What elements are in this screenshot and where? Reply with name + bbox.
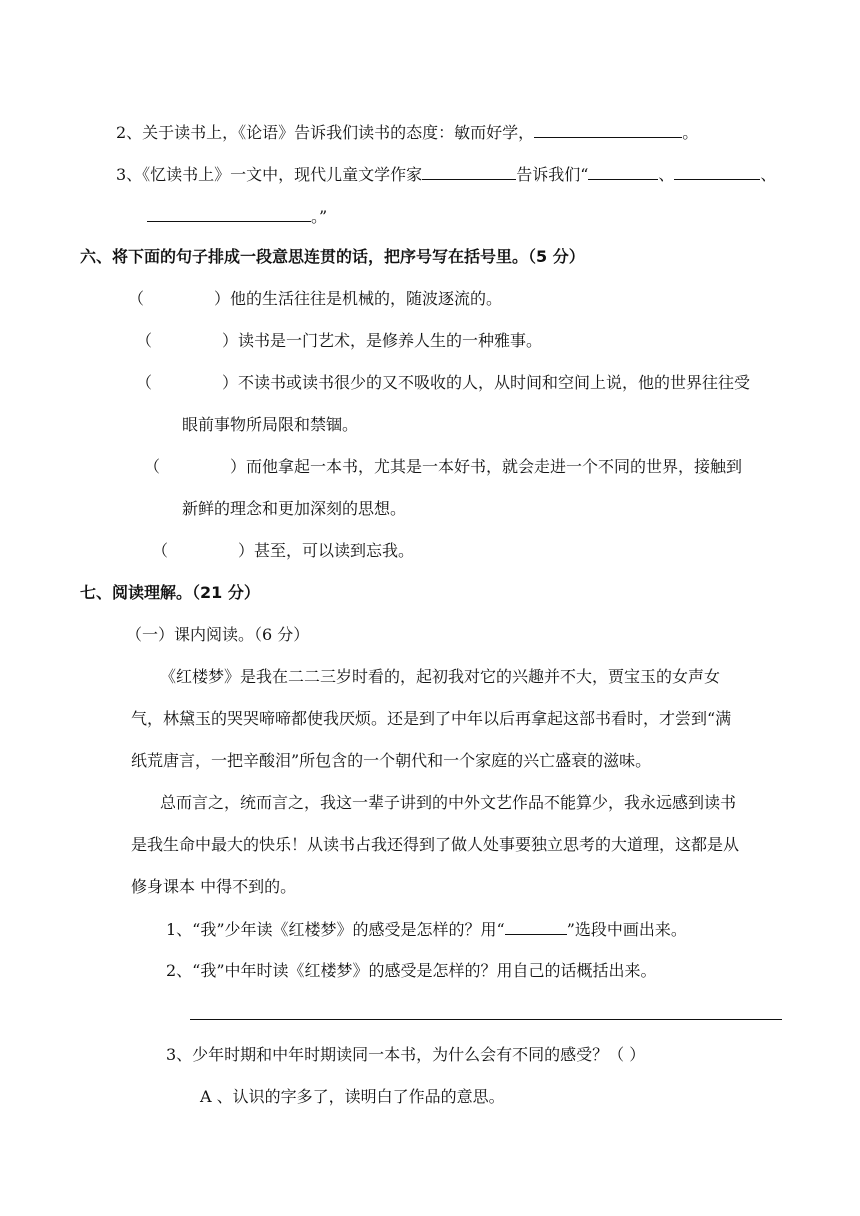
answer-line[interactable] [190, 1019, 782, 1020]
answer-paren[interactable]: （ [136, 373, 153, 392]
answer-blank[interactable] [674, 163, 760, 180]
answer-paren[interactable]: （ [136, 331, 153, 350]
reading-question-2: 2、“我”中年时读《红楼梦》的感受是怎样的？用自己的话概括出来。 [166, 961, 657, 980]
section-6-heading: 六、将下面的句子排成一段意思连贯的话，把序号写在括号里。（5 分） [80, 247, 585, 266]
passage-line: 纸荒唐言，一把辛酸泪”所包含的一个朝代和一个家庭的兴亡盛衰的滋味。 [131, 751, 652, 770]
answer-paren[interactable]: （ [152, 541, 169, 560]
ordering-item-3: （ ）不读书或读书很少的又不吸收的人，从时间和空间上说，他的世界往往受 [136, 373, 751, 392]
answer-blank[interactable] [588, 163, 658, 180]
answer-blank[interactable] [534, 121, 682, 138]
ordering-item-4-cont: 新鲜的理念和更加深刻的思想。 [182, 499, 407, 518]
reading-question-1: 1、“我”少年读《红楼梦》的感受是怎样的？用“ ”选段中画出来。 [166, 920, 687, 939]
section-7-heading: 七、阅读理解。（21 分） [80, 583, 260, 602]
question-5-3: 3、《忆读书上》一文中，现代儿童文学作家 告诉我们“ 、 、 [116, 165, 777, 184]
question-5-2: 2、关于读书上，《论语》告诉我们读书的态度：敏而好学， 。 [116, 123, 699, 142]
passage-line: 修身课本 中得不到的。 [131, 877, 297, 896]
ordering-item-1: （ ）他的生活往往是机械的，随波逐流的。 [128, 289, 503, 308]
answer-blank[interactable] [422, 163, 516, 180]
answer-blank[interactable] [147, 205, 311, 222]
ordering-item-4: （ ）而他拿起一本书，尤其是一本好书，就会走进一个不同的世界，接触到 [144, 457, 743, 476]
ordering-item-5: （ ）甚至，可以读到忘我。 [152, 541, 415, 560]
option-a[interactable]: A 、认识的字多了，读明白了作品的意思。 [200, 1087, 505, 1106]
passage-line: 总而言之，统而言之，我这一辈子讲到的中外文艺作品不能算少，我永远感到读书 [160, 793, 737, 812]
question-5-3-cont: 。” [147, 205, 327, 228]
answer-paren[interactable]: （ [144, 457, 161, 476]
ordering-item-2: （ ）读书是一门艺术，是修养人生的一种雅事。 [136, 331, 543, 350]
passage-line: 是我生命中最大的快乐！从读书占我还得到了做人处事要独立思考的大道理，这都是从 [131, 835, 740, 854]
passage-line: 《红楼梦》是我在二二三岁时看的，起初我对它的兴趣并不大，贾宝玉的女声女 [160, 667, 721, 686]
ordering-item-3-cont: 眼前事物所局限和禁锢。 [182, 415, 359, 434]
passage-line: 气，林黛玉的哭哭啼啼都使我厌烦。还是到了中年以后再拿起这部书看时，才尝到“满 [131, 709, 732, 728]
answer-blank[interactable] [505, 918, 567, 935]
reading-question-3: 3、少年时期和中年时期读同一本书，为什么会有不同的感受？（ ） [166, 1045, 646, 1064]
answer-paren[interactable]: （ [128, 289, 145, 308]
subsection-heading: （一）课内阅读。（6 分） [126, 625, 310, 644]
